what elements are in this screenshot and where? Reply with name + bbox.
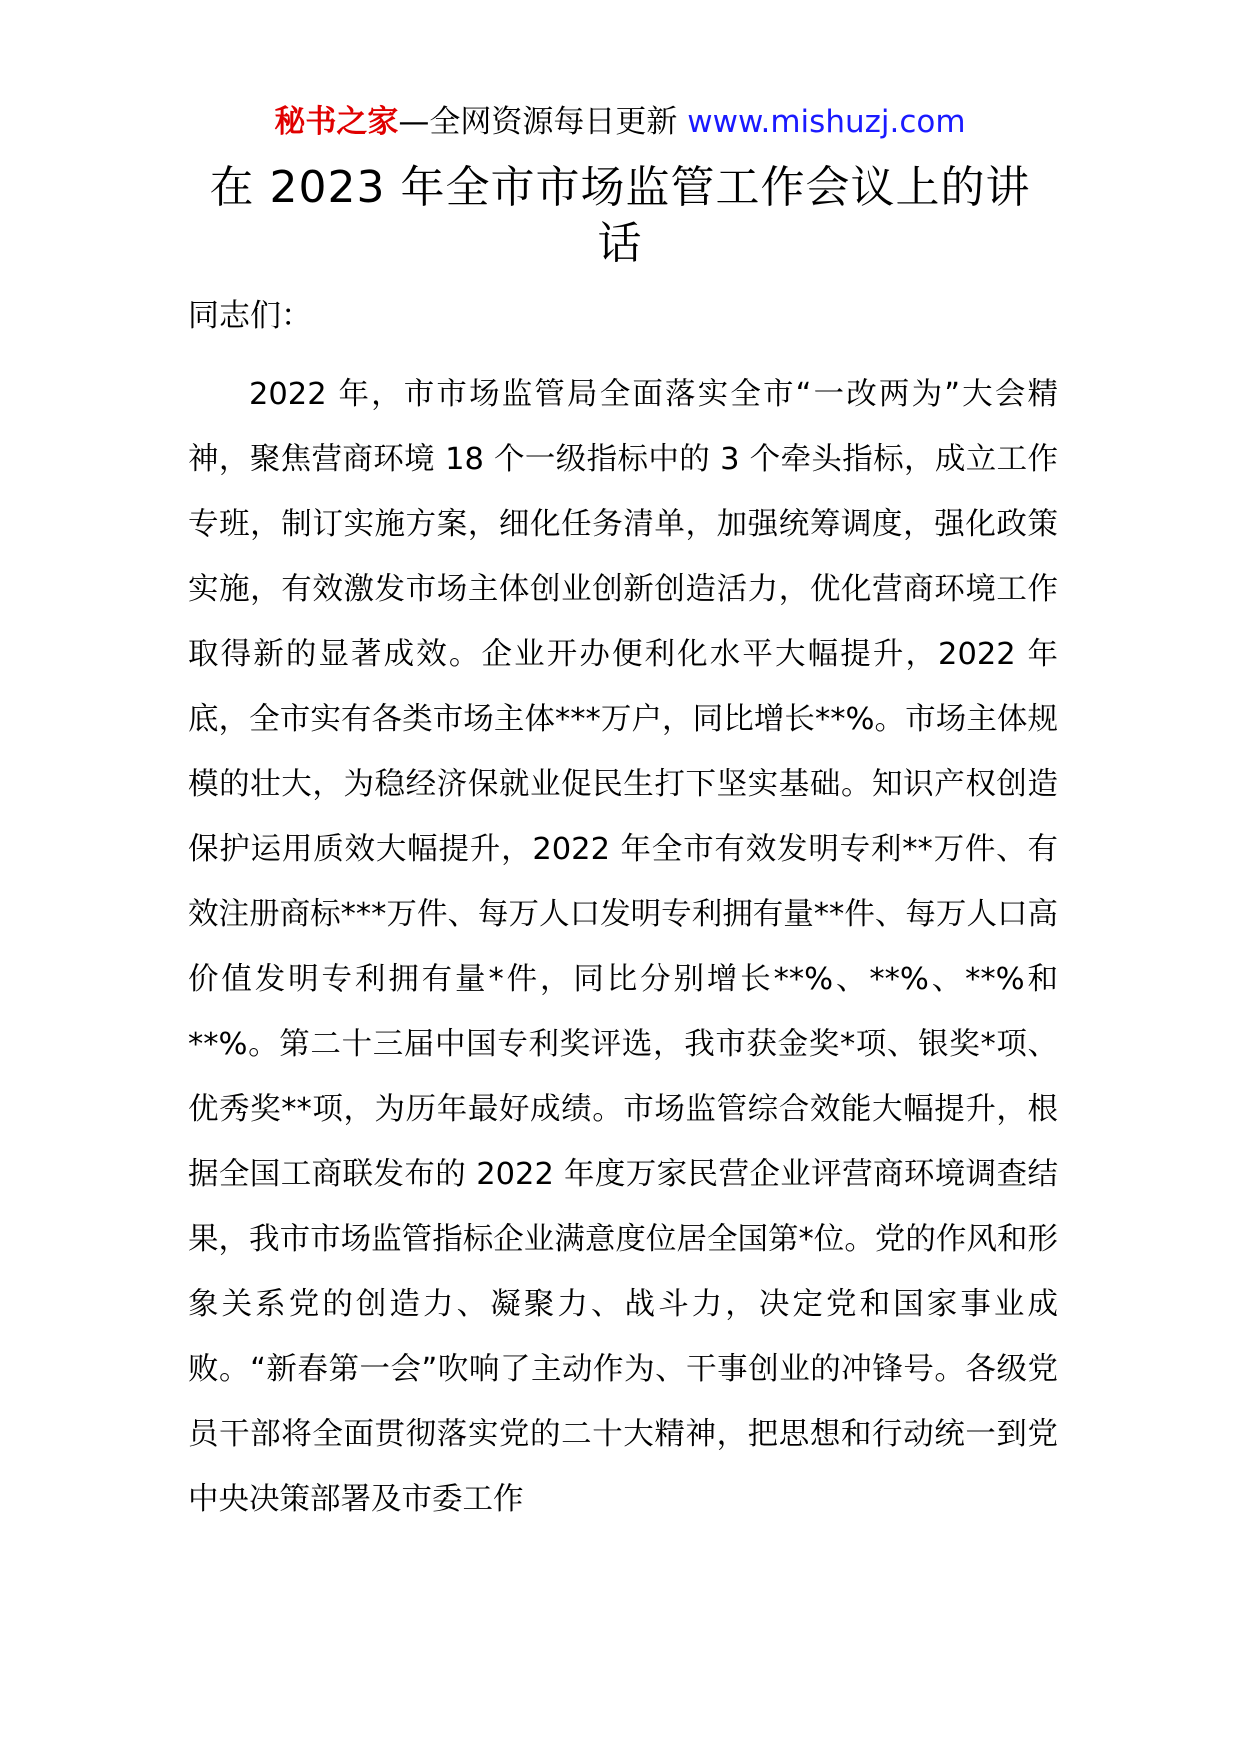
- site-header: [0, 100, 1240, 144]
- website-link[interactable]: www.mishuzj.com: [687, 104, 966, 140]
- document-title: 在 2023 年全市市场监管工作会议上的讲话: [209, 162, 1031, 269]
- salutation: 同志们：: [188, 298, 312, 334]
- brand-name: 秘书之家: [274, 104, 399, 140]
- header-tagline: —全网资源每日更新: [398, 104, 688, 140]
- body-paragraph: 2022 年，市市场监管局全面落实全市“一改两为”大会精神，聚焦营商环境 18 个一级指标中的 3 个牵头指标，成立工作专班，制订实施方案，细化任务清单，加强统筹调度，强化政策实施，有效激发市场主体创业创新创造活力，优化营商环境工作取得新的显著成效。企业开办便利化水平大幅提升，2022 年底，全市实有各类市场主体***万户，同比增长**%。市场主体规模的壮大，为稳经济保就业促民生打下坚实基础。知识产权创造保护运用质效大幅提升，2022 年全市有效发明专利**万件、有效注册商标***万件、每万人口发明专利拥有量**件、每万人口高价值发明专利拥有量*件，同比分别增长**%、**%、**%和**%。第二十三届中国专利奖评选，我市获金奖*项、银奖*项、优秀奖**项，为历年最好成绩。市场监管综合效能大幅提升，根据全国工商联发布的 2022 年度万家民营企业评营商环境调查结果，我市市场监管指标企业满意度位居全国第*位。党的作风和形象关系党的创造力、凝聚力、战斗力，决定党和国家事业成败。“新春第一会”吹响了主动作为、干事创业的冲锋号。各级党员干部将全面贯彻落实党的二十大精神，把思想和行动统一到党中央决策部署及市委工作: [188, 377, 1058, 1517]
